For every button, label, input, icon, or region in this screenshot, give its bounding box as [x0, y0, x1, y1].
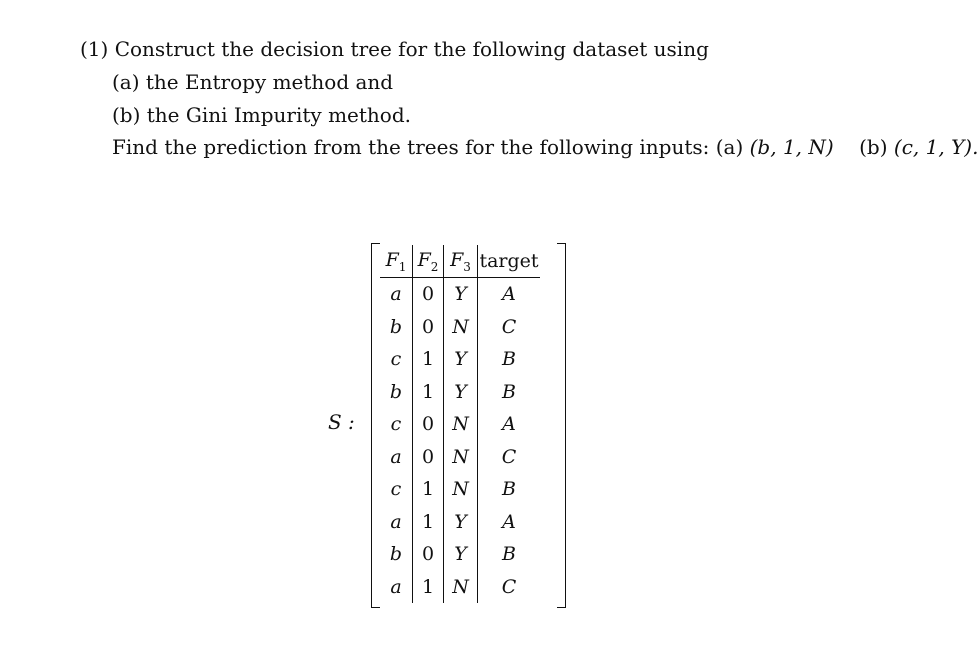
input-b-tuple: (c, 1, Y). — [893, 135, 978, 159]
table-row — [380, 376, 540, 409]
cell-f3: Y — [444, 343, 478, 376]
table-row — [380, 408, 540, 441]
cell-target: B — [502, 543, 516, 566]
cell-f3: Y — [444, 538, 478, 571]
cell-f2: 1 — [413, 571, 444, 604]
cell-f2: 1 — [413, 376, 444, 409]
header-f3: $F_3$ — [444, 245, 478, 278]
cell-target: C — [501, 315, 517, 338]
table-row — [380, 343, 540, 376]
header-row — [380, 245, 540, 278]
table-row — [380, 441, 540, 474]
part-a-entropy: (a) the Entropy method and — [112, 70, 394, 94]
input-a-tuple: (b, 1, N) — [749, 135, 834, 159]
cell-target: A — [502, 510, 516, 533]
cell-f2: 1 — [413, 506, 444, 539]
cell-f3: Y — [444, 376, 478, 409]
cell-f1: c — [380, 343, 413, 376]
problem-heading: (1) Construct the decision tree for the following dataset using — [80, 37, 709, 61]
header-f2: $F_2$ — [413, 245, 444, 278]
cell-f2: 1 — [413, 343, 444, 376]
cell-target: B — [502, 348, 516, 371]
cell-target: A — [502, 283, 516, 306]
cell-target: A — [502, 413, 516, 436]
cell-target: B — [502, 478, 516, 501]
cell-f3: N — [444, 473, 478, 506]
cell-f2: 0 — [413, 538, 444, 571]
matrix-label: S : — [328, 410, 355, 434]
cell-target: C — [501, 445, 517, 468]
cell-f3: Y — [444, 278, 478, 311]
cell-target: C — [501, 575, 517, 598]
cell-f2: 0 — [413, 441, 444, 474]
header-target: target — [478, 245, 541, 278]
cell-f3: Y — [444, 506, 478, 539]
cell-f3: N — [444, 441, 478, 474]
table-row — [380, 311, 540, 344]
input-a-label: (a) — [715, 135, 744, 159]
cell-f1: a — [380, 506, 413, 539]
header-f1: $F_1$ — [380, 245, 413, 278]
cell-f1: b — [380, 376, 413, 409]
cell-f3: N — [444, 408, 478, 441]
cell-target: B — [502, 380, 516, 403]
cell-f1: a — [380, 441, 413, 474]
cell-f1: c — [380, 473, 413, 506]
table-row — [380, 538, 540, 571]
cell-f2: 0 — [413, 311, 444, 344]
cell-f1: a — [380, 278, 413, 311]
right-bracket — [557, 243, 566, 608]
cell-f2: 0 — [413, 408, 444, 441]
cell-f2: 1 — [413, 473, 444, 506]
cell-f2: 0 — [413, 278, 444, 311]
cell-f1: b — [380, 538, 413, 571]
part-b-gini: (b) the Gini Impurity method. — [112, 103, 412, 127]
cell-f3: N — [444, 311, 478, 344]
cell-f3: N — [444, 571, 478, 604]
table-row — [380, 506, 540, 539]
table-row — [380, 278, 540, 311]
left-bracket — [371, 243, 380, 608]
cell-f1: a — [380, 571, 413, 604]
dataset-table — [380, 245, 540, 603]
table-row — [380, 473, 540, 506]
cell-f1: b — [380, 311, 413, 344]
cell-f1: c — [380, 408, 413, 441]
table-row — [380, 571, 540, 604]
prediction-text: Find the prediction from the trees for the following inputs: — [112, 135, 710, 159]
prediction-instructions — [112, 135, 978, 159]
input-b-label: (b) — [859, 135, 888, 159]
